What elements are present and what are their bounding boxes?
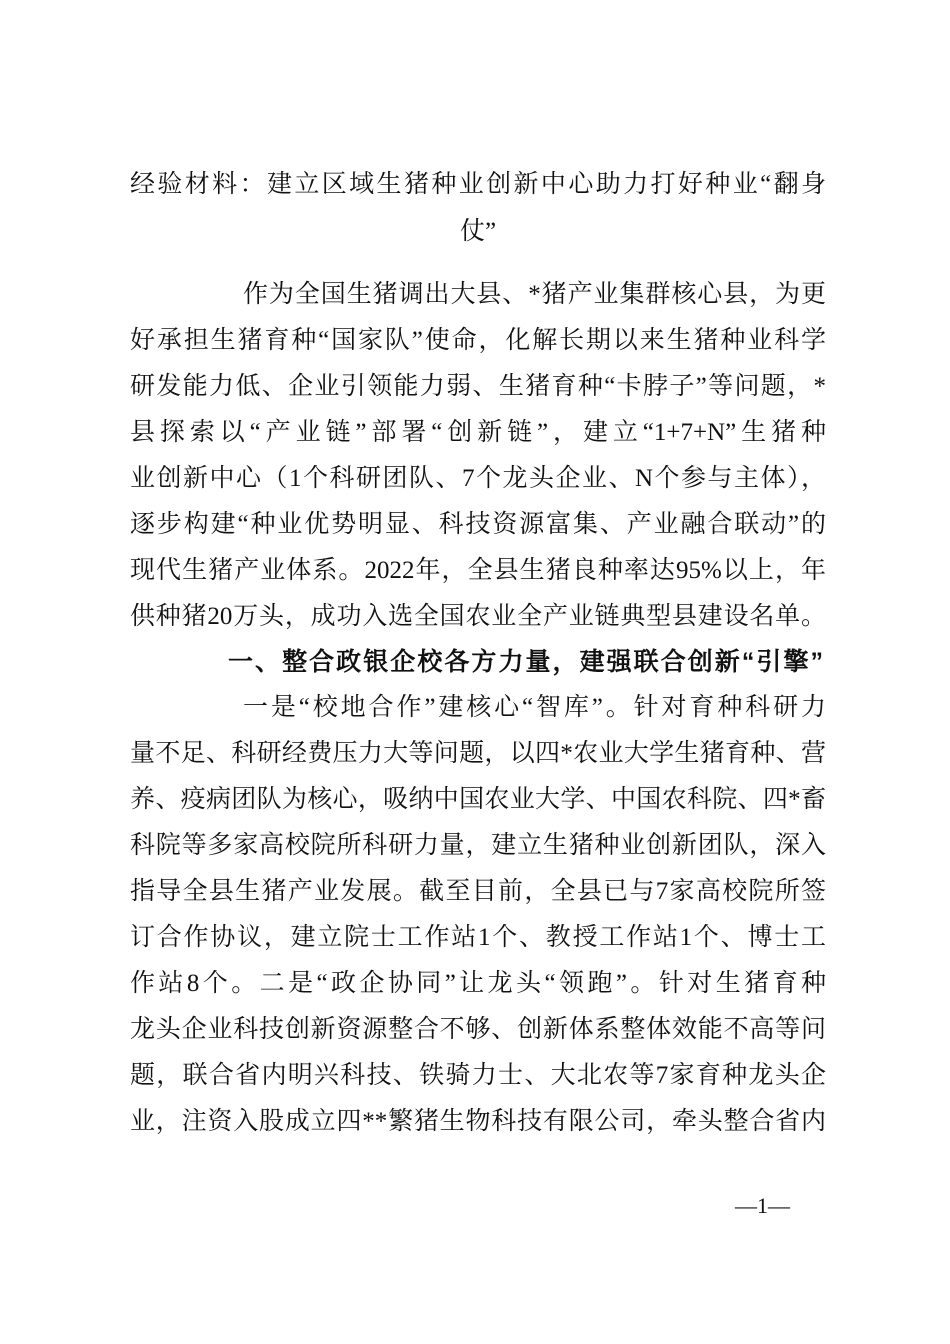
- paragraph-line: 现代生猪产业体系。2022年，全县生猪良种率达95%以上，年: [130, 557, 826, 584]
- document-title-line-2: 仗”: [459, 218, 497, 245]
- paragraph-line: 业创新中心（1个科研团队、7个龙头企业、N个参与主体），: [130, 465, 826, 492]
- paragraph-line: 作为全国生猪调出大县、*猪产业集群核心县，为更: [243, 281, 826, 308]
- paragraph-line: 科院等多家高校院所科研力量，建立生猪种业创新团队，深入: [130, 832, 826, 859]
- paragraph-line: 业，注资入股成立四**繁猪生物科技有限公司，牵头整合省内: [130, 1108, 826, 1135]
- paragraph-line: 供种猪20万头，成功入选全国农业全产业链典型县建设名单。: [130, 603, 826, 630]
- paragraph-line: 题，联合省内明兴科技、铁骑力士、大北农等7家育种龙头企: [130, 1062, 826, 1089]
- paragraph-line: 逐步构建“种业优势明显、科技资源富集、产业融合联动”的: [130, 511, 826, 538]
- document-title-line-1: 经验材料：建立区域生猪种业创新中心助力打好种业“翻身: [130, 171, 826, 198]
- paragraph-line: 养、疫病团队为核心，吸纳中国农业大学、中国农科院、四*畜: [130, 786, 826, 813]
- paragraph-line: 好承担生猪育种“国家队”使命，化解长期以来生猪种业科学: [130, 327, 826, 354]
- page-number: —1—: [735, 1193, 790, 1218]
- paragraph-line: 县探索以“产业链”部署“创新链”，建立“1+7+N”生猪种: [130, 419, 826, 446]
- section-heading-1: 一、整合政银企校各方力量，建强联合创新“引擎”: [228, 648, 823, 676]
- paragraph-line: 订合作协议，建立院士工作站1个、教授工作站1个、博士工: [130, 924, 826, 951]
- paragraph-line: 一是“校地合作”建核心“智库”。针对育种科研力: [243, 694, 826, 721]
- paragraph-line: 作站8个。二是“政企协同”让龙头“领跑”。针对生猪育种: [130, 970, 826, 997]
- paragraph-line: 量不足、科研经费压力大等问题，以四*农业大学生猪育种、营: [130, 740, 826, 767]
- paragraph-line: 研发能力低、企业引领能力弱、生猪育种“卡脖子”等问题，*: [130, 373, 826, 400]
- paragraph-line: 指导全县生猪产业发展。截至目前，全县已与7家高校院所签: [130, 878, 826, 905]
- paragraph-line: 龙头企业科技创新资源整合不够、创新体系整体效能不高等问: [130, 1016, 826, 1043]
